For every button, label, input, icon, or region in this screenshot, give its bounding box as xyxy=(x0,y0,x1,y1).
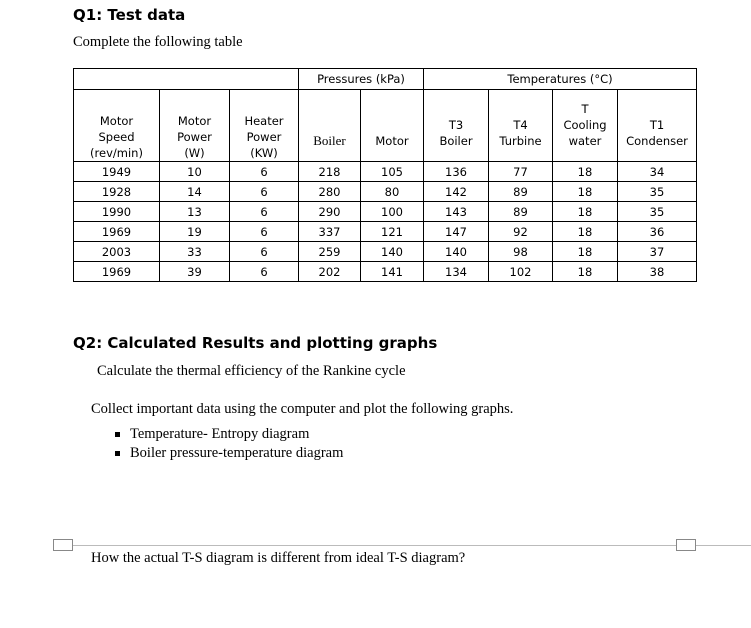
column-header-line: Boiler xyxy=(439,134,473,148)
column-header xyxy=(489,90,553,162)
table-cell: 14 xyxy=(160,182,230,202)
table-cell: 19 xyxy=(160,222,230,242)
table-cell: 147 xyxy=(424,222,489,242)
table-cell: 18 xyxy=(553,262,618,282)
table-cell: 18 xyxy=(553,202,618,222)
table-cell: 121 xyxy=(361,222,424,242)
table-cell: 290 xyxy=(299,202,361,222)
column-header-line: Heater xyxy=(244,114,284,128)
bullet-text: Temperature- Entropy diagram xyxy=(130,426,310,442)
table-cell: 33 xyxy=(160,242,230,262)
table-cell: 35 xyxy=(618,182,697,202)
column-header-line: Power xyxy=(246,130,282,144)
table-cell: 37 xyxy=(618,242,697,262)
table-cell: 6 xyxy=(230,222,299,242)
table-cell: 89 xyxy=(489,182,553,202)
q1-instruction: Complete the following table xyxy=(73,34,243,50)
table-cell: 218 xyxy=(299,162,361,182)
table-row xyxy=(74,262,697,282)
table-row xyxy=(74,202,697,222)
q1-heading: Q1: Test data xyxy=(73,6,186,24)
column-header-line: T1 xyxy=(649,118,665,132)
column-header-line: Condenser xyxy=(626,134,688,148)
table-cell: 2003 xyxy=(74,242,160,262)
table-cell: 1969 xyxy=(74,262,160,282)
table-cell: 36 xyxy=(618,222,697,242)
table-cell: 6 xyxy=(230,182,299,202)
column-header-line: Speed xyxy=(98,130,135,144)
table-cell: 18 xyxy=(553,242,618,262)
column-header xyxy=(74,90,160,162)
table-cell: 141 xyxy=(361,262,424,282)
q2-question: How the actual T-S diagram is different from ideal T-S diagram? xyxy=(91,550,466,566)
text-box-handle-left[interactable] xyxy=(53,539,73,551)
table-cell: 140 xyxy=(424,242,489,262)
section-break xyxy=(55,545,751,546)
pressures-header: Pressures (kPa) xyxy=(299,69,424,90)
column-header-line: (W) xyxy=(184,146,205,160)
table-row xyxy=(74,242,697,262)
table-cell: 134 xyxy=(424,262,489,282)
table-cell: 35 xyxy=(618,202,697,222)
bullet-icon xyxy=(115,451,120,456)
table-row xyxy=(74,182,697,202)
table-cell: 6 xyxy=(230,162,299,182)
column-header xyxy=(160,90,230,162)
table-cell: 6 xyxy=(230,242,299,262)
table-cell: 280 xyxy=(299,182,361,202)
table-cell: 1928 xyxy=(74,182,160,202)
table-cell: 34 xyxy=(618,162,697,182)
column-header-line: T xyxy=(581,102,589,116)
column-header-line: Turbine xyxy=(499,134,542,148)
column-header-line: Motor xyxy=(375,134,409,148)
table-cell: 89 xyxy=(489,202,553,222)
column-header xyxy=(299,90,361,162)
table-cell: 142 xyxy=(424,182,489,202)
table-cell: 1949 xyxy=(74,162,160,182)
table-row xyxy=(74,162,697,182)
column-header-line: water xyxy=(568,134,602,148)
table-cell: 18 xyxy=(553,162,618,182)
column-header-line: (KW) xyxy=(250,146,278,160)
table-cell: 1990 xyxy=(74,202,160,222)
temperatures-header: Temperatures (°C) xyxy=(424,69,697,90)
column-header-line: Motor xyxy=(99,114,134,128)
table-cell: 202 xyxy=(299,262,361,282)
table-cell: 140 xyxy=(361,242,424,262)
column-header-line: Cooling xyxy=(563,118,607,132)
table-cell: 143 xyxy=(424,202,489,222)
table-cell: 105 xyxy=(361,162,424,182)
table-cell: 6 xyxy=(230,262,299,282)
table-cell: 136 xyxy=(424,162,489,182)
column-header xyxy=(618,90,697,162)
table-cell: 92 xyxy=(489,222,553,242)
q2-heading: Q2: Calculated Results and plotting graphs xyxy=(73,334,438,352)
q2-line2: Collect important data using the computer and plot the following graphs. xyxy=(91,401,514,417)
table-cell: 98 xyxy=(489,242,553,262)
test-data-table xyxy=(73,68,697,282)
table-cell: 6 xyxy=(230,202,299,222)
q2-line1: Calculate the thermal efficiency of the Rankine cycle xyxy=(97,363,406,379)
column-header-line: (rev/min) xyxy=(90,146,143,160)
column-header-line: Boiler xyxy=(313,133,346,148)
table-cell: 337 xyxy=(299,222,361,242)
table-cell: 13 xyxy=(160,202,230,222)
column-header xyxy=(230,90,299,162)
bullet-item xyxy=(115,426,309,443)
column-header xyxy=(361,90,424,162)
column-header-line: Motor xyxy=(177,114,212,128)
table-cell: 102 xyxy=(489,262,553,282)
column-header xyxy=(424,90,489,162)
column-header-line: T4 xyxy=(513,118,528,132)
table-cell: 77 xyxy=(489,162,553,182)
blank-group-header xyxy=(74,69,299,90)
table-cell: 38 xyxy=(618,262,697,282)
table-row xyxy=(74,222,697,242)
column-header xyxy=(553,90,618,162)
table-cell: 18 xyxy=(553,222,618,242)
table-cell: 18 xyxy=(553,182,618,202)
table-cell: 10 xyxy=(160,162,230,182)
table-cell: 100 xyxy=(361,202,424,222)
bullet-icon xyxy=(115,432,120,437)
table-cell: 1969 xyxy=(74,222,160,242)
text-box-handle-right[interactable] xyxy=(676,539,696,551)
bullet-item xyxy=(115,445,343,462)
column-header-line: Power xyxy=(177,130,212,144)
table-cell: 259 xyxy=(299,242,361,262)
table-cell: 39 xyxy=(160,262,230,282)
bullet-text: Boiler pressure-temperature diagram xyxy=(130,445,344,461)
table-cell: 80 xyxy=(361,182,424,202)
column-header-line: T3 xyxy=(448,118,464,132)
